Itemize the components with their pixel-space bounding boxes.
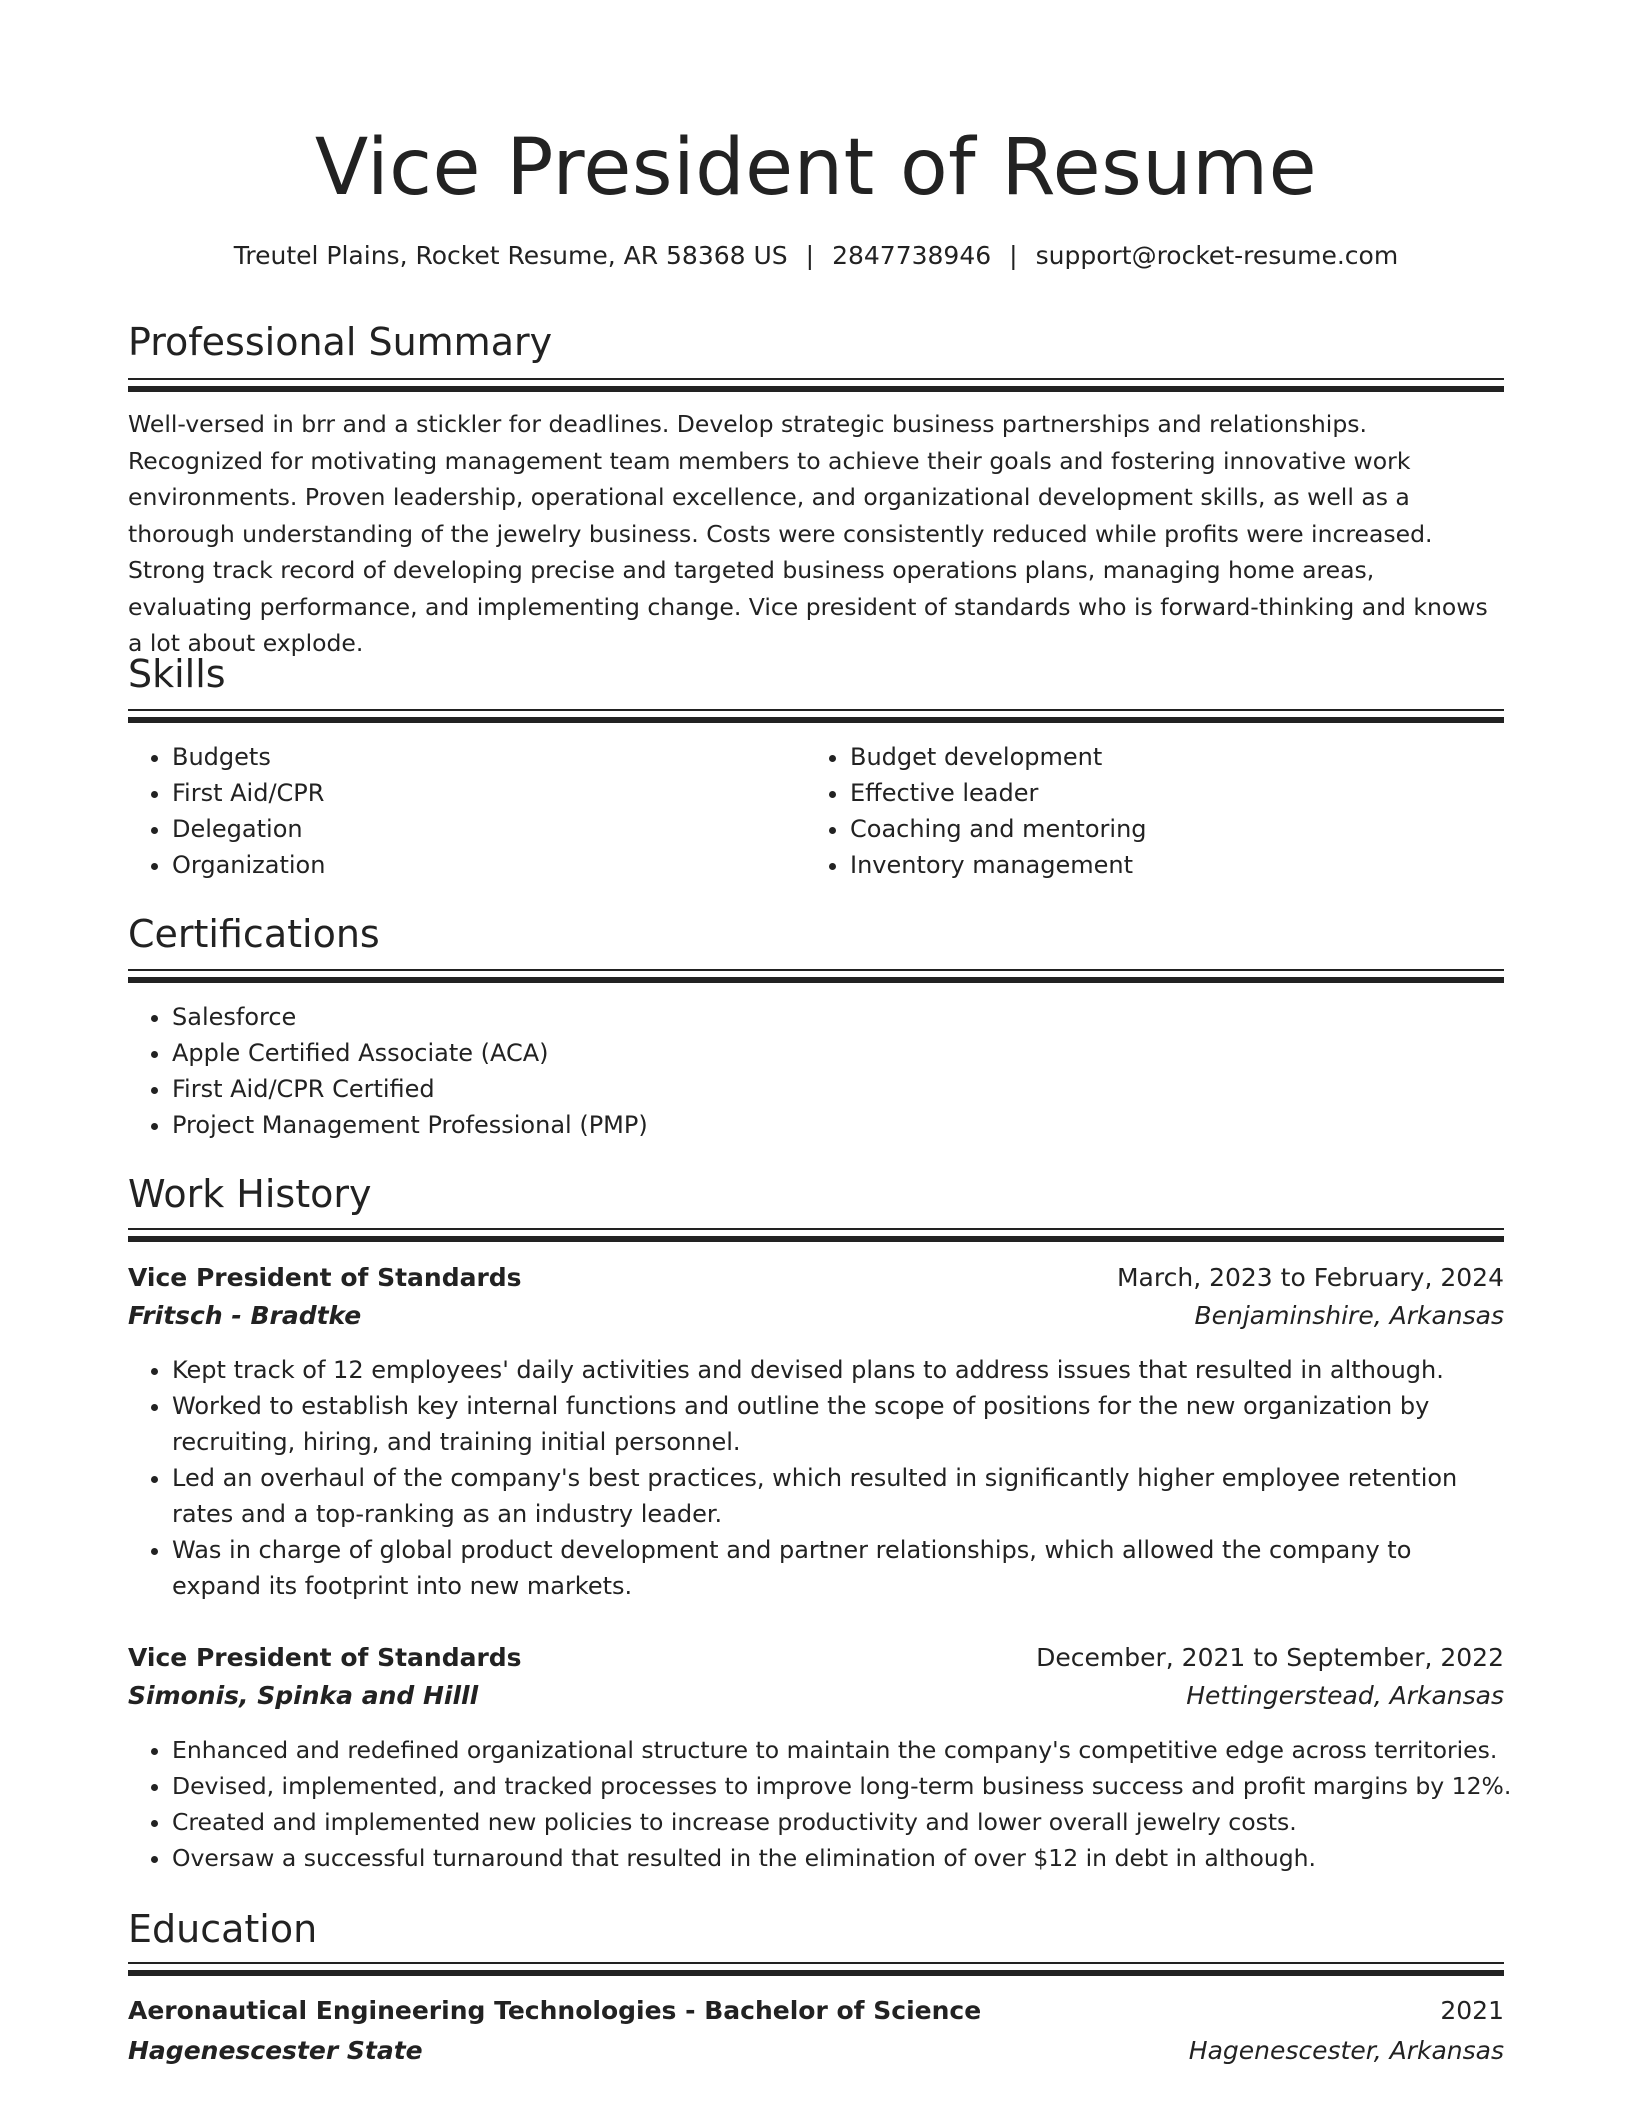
skills-list-right (806, 739, 1504, 883)
section-title-skills: Skills (128, 652, 226, 696)
skill-item: • Effective leader (850, 775, 1504, 811)
section-title-summary: Professional Summary (128, 320, 553, 364)
summary-text: Well-versed in brr and a stickler for deadlines. Develop strategic business partnerships and relationships. Recognized for motivating management team members to achieve their goals and fostering innovative work environments. Proven leadership, operational excellence, and organizational development skills, as well as a thorough understanding of the jewelry business. Costs were consistently reduced while profits were increased. Strong track record of developing precise and targeted business operations plans, managing home areas, evaluating performance, and implementing change. Vice president of standards who is forward-thinking and knows a lot about explode. (128, 410, 1488, 657)
job-bullet: • Kept track of 12 employees' daily activities and devised plans to address issues that resulted in although. (172, 1352, 1504, 1388)
section-divider (128, 1228, 1504, 1242)
job-bullet: • Led an overhaul of the company's best practices, which resulted in significantly higher employee retention rates and a top-ranking as an industry leader. (172, 1460, 1504, 1532)
job-bullet: • Oversaw a successful turnaround that resulted in the elimination of over $12 in debt in although. (172, 1840, 1548, 1876)
skill-item: • Inventory management (850, 847, 1504, 883)
contact-address: Treutel Plains, Rocket Resume, AR 58368 US (233, 241, 788, 270)
skills-list-left (128, 739, 804, 883)
section-divider (128, 1962, 1504, 1976)
job-header (128, 1259, 1504, 1297)
contact-separator: | (1009, 241, 1018, 270)
skill-item: • Coaching and mentoring (850, 811, 1504, 847)
job-header (128, 1639, 1504, 1677)
education-school: Hagenescester State (128, 2036, 423, 2065)
resume-name: Vice President of Resume (314, 123, 1318, 213)
job-bullet: • Worked to establish key internal functions and outline the scope of positions for the new organization by recruiting, hiring, and training initial personnel. (172, 1388, 1504, 1460)
section-divider (128, 378, 1504, 392)
job-bullet: • Was in charge of global product development and partner relationships, which allowed the company to expand its footprint into new markets. (172, 1532, 1504, 1604)
job-company: Fritsch - Bradtke (128, 1301, 362, 1330)
job-location: Benjaminshire, Arkansas (1194, 1301, 1504, 1330)
section-title-work-history: Work History (128, 1172, 372, 1216)
skill-item: • Delegation (172, 811, 804, 847)
contact-separator: | (805, 241, 815, 270)
skill-item: • Budget development (850, 739, 1504, 775)
job-bullets (128, 1352, 1504, 1604)
job-dates: March, 2023 to February, 2024 (1116, 1263, 1504, 1292)
certifications-list (128, 999, 1504, 1143)
job-location: Hettingerstead, Arkansas (1186, 1681, 1504, 1710)
skill-item: • Budgets (172, 739, 804, 775)
education-subheader (128, 2032, 1504, 2070)
education-header (128, 1992, 1504, 2030)
job-title: Vice President of Standards (128, 1263, 522, 1292)
job-dates: December, 2021 to September, 2022 (1036, 1643, 1504, 1672)
section-title-certifications: Certifications (128, 912, 380, 956)
job-bullet: • Devised, implemented, and tracked processes to improve long-term business success and profit margins by 12%. (172, 1768, 1548, 1804)
job-bullets (128, 1732, 1548, 1876)
skill-item: • First Aid/CPR (172, 775, 804, 811)
certification-item: • Salesforce (172, 999, 1504, 1035)
job-bullet: • Created and implemented new policies to increase productivity and lower overall jewelry costs. (172, 1804, 1548, 1840)
certification-item: • First Aid/CPR Certified (172, 1071, 1504, 1107)
section-divider (128, 969, 1504, 983)
contact-line (0, 238, 1632, 274)
job-title: Vice President of Standards (128, 1643, 522, 1672)
education-degree: Aeronautical Engineering Technologies - Bachelor of Science (128, 1996, 982, 2025)
job-company: Simonis, Spinka and Hilll (128, 1681, 479, 1710)
job-subheader (128, 1297, 1504, 1335)
contact-phone: 2847738946 (832, 241, 992, 270)
job-subheader (128, 1677, 1504, 1715)
contact-email: support@rocket-resume.com (1035, 241, 1399, 270)
certification-item: • Apple Certified Associate (ACA) (172, 1035, 1504, 1071)
section-divider (128, 709, 1504, 723)
education-location: Hagenescester, Arkansas (1188, 2036, 1504, 2065)
certification-item: • Project Management Professional (PMP) (172, 1107, 1504, 1143)
education-year: 2021 (1440, 1996, 1504, 2025)
job-bullet: • Enhanced and redefined organizational structure to maintain the company's competitive edge across territories. (172, 1732, 1548, 1768)
section-title-education: Education (128, 1907, 318, 1951)
skill-item: • Organization (172, 847, 804, 883)
